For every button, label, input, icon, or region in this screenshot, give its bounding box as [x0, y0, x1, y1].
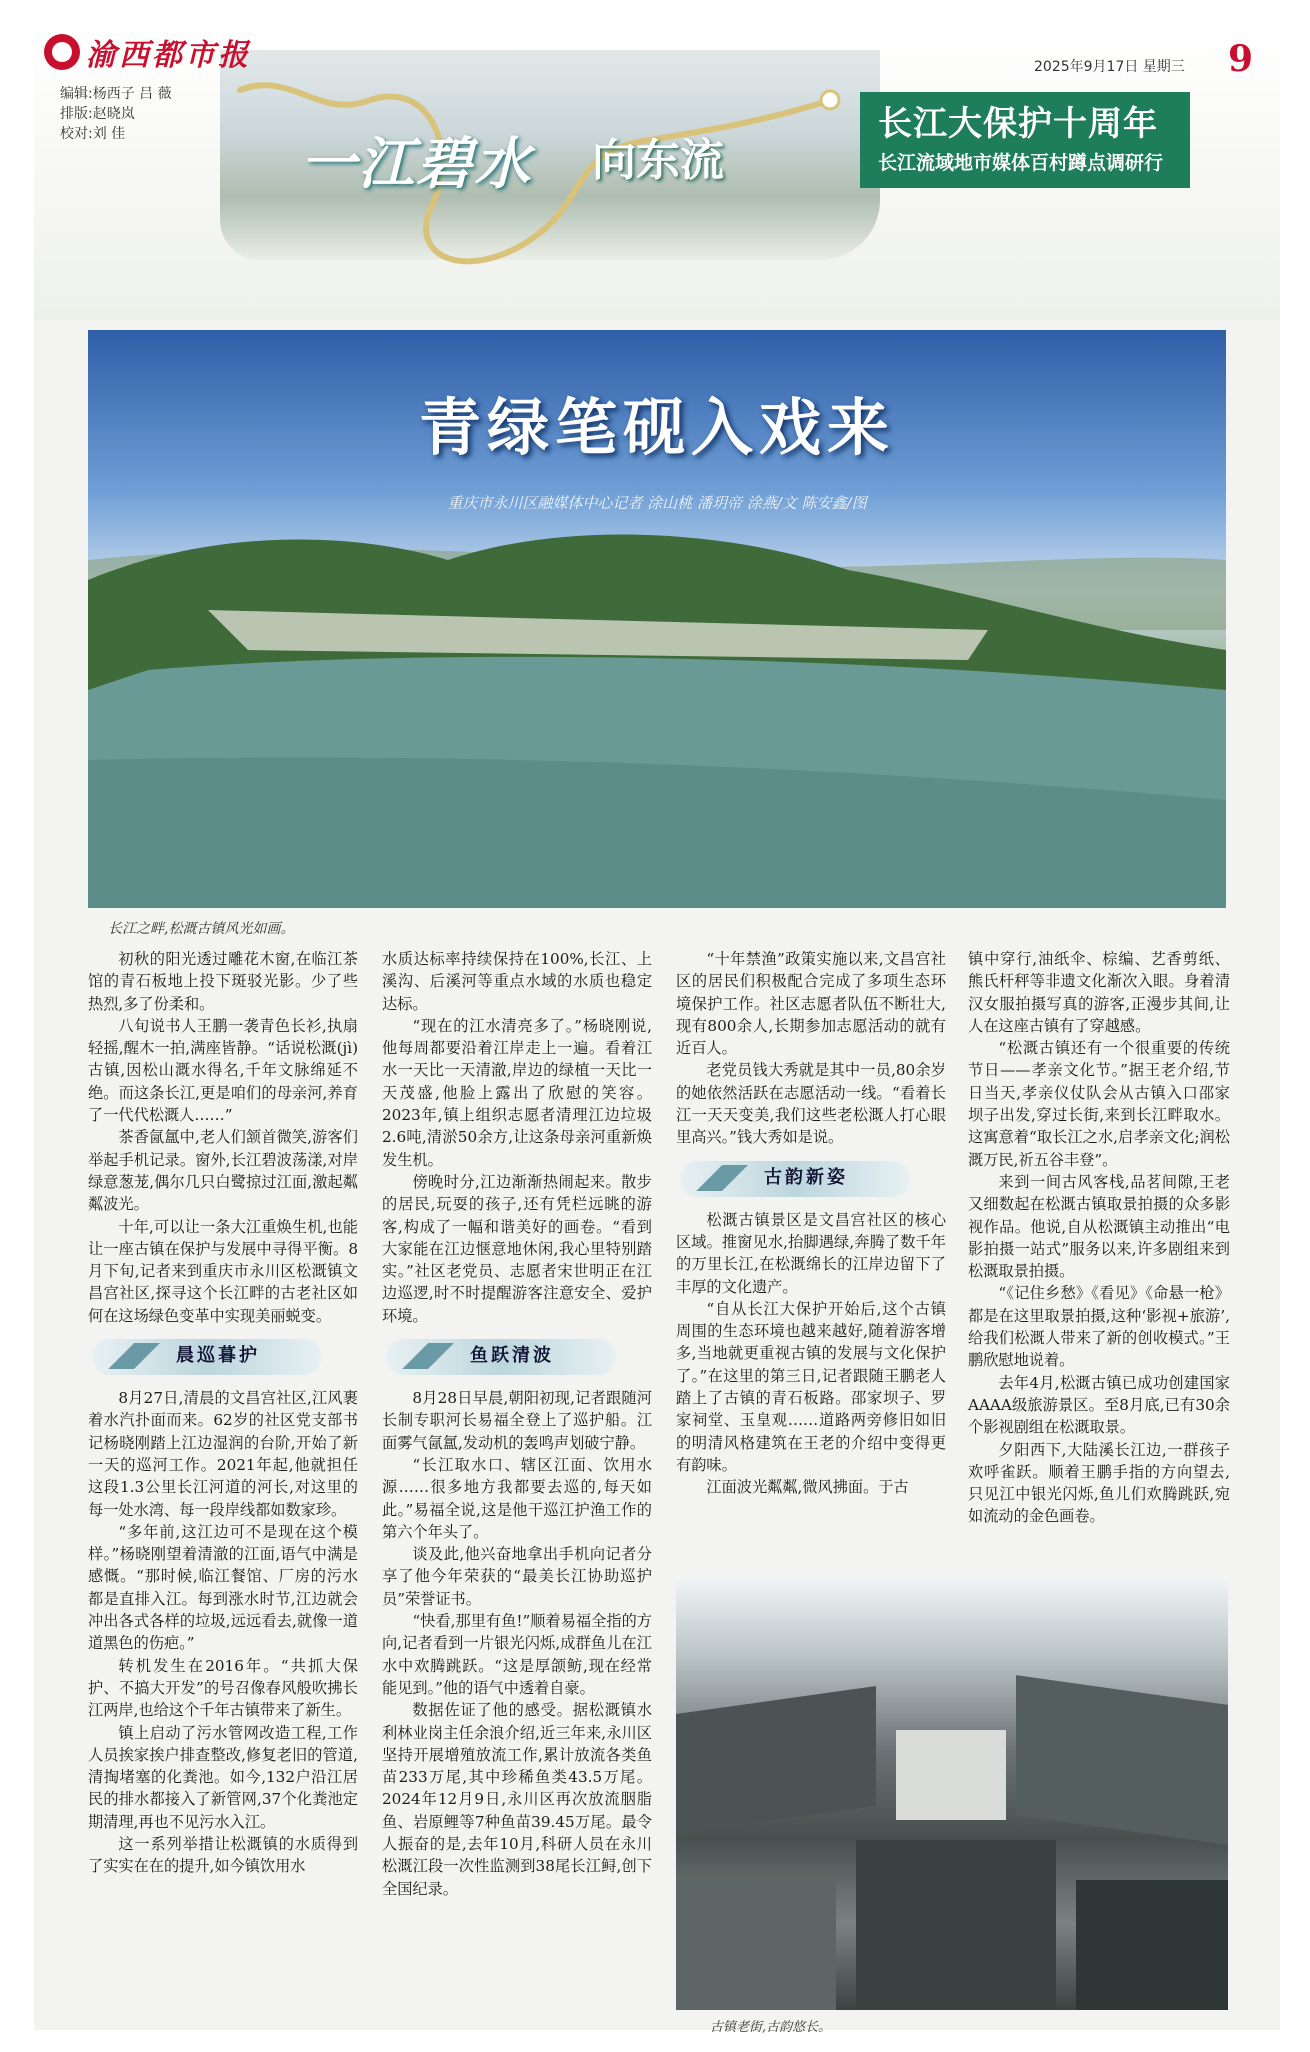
paragraph: 夕阳西下,大陆溪长江边,一群孩子欢呼雀跃。顺着王鹏手指的方向望去,只见江中银光闪烁,鱼儿们欢腾跳跃,宛如流动的金色画卷。 — [968, 1440, 1230, 1526]
mountain-section-icon — [108, 1343, 168, 1369]
roof-shape — [1016, 1675, 1228, 1845]
credit-layout: 排版:赵晓岚 — [60, 106, 135, 122]
paragraph: “十年禁渔”政策实施以来,文昌宫社区的居民们积极配合完成了多项生态环境保护工作。社区志愿者队伍不断壮大,现有800余人,长期参加志愿活动的就有近百人。 — [676, 950, 946, 1058]
paragraph: 8月28日早晨,朝阳初现,记者跟随河长制专职河长易福全登上了巡护船。江面雾气氤氲,发动机的轰鸣声划破宁静。 — [382, 1389, 652, 1452]
paragraph: 茶香氤氲中,老人们颔首微笑,游客们举起手机记录。窗外,长江碧波荡漾,对岸绿意葱茏,偶尔几只白鹭掠过江面,激起粼粼波光。 — [88, 1128, 358, 1214]
paragraph: 数据佐证了他的感受。据松溉镇水利林业岗主任余浪介绍,近三年来,永川区坚持开展增殖放流工作,累计放流各类鱼苗233万尾,其中珍稀鱼类43.5万尾。2024年12月9日,永川区再次放流胭脂鱼、岩原鲤等7种鱼苗39.45万尾。最令人振奋的是,去年10月,科研人员在永川松溉江段一次性监测到38尾长江鲟,创下全国纪录。 — [382, 1701, 652, 1898]
paragraph: “快看,那里有鱼!”顺着易福全指的方向,记者看到一片银光闪烁,成群鱼儿在江水中欢腾跳跃。“这是厚颌鲂,现在经常能见到。”他的语气中透着自豪。 — [382, 1612, 652, 1697]
headline: 青绿笔砚入戏来 — [418, 391, 895, 464]
paragraph: “松溉古镇还有一个很重要的传统节日——孝亲文化节。”据王老介绍,节日当天,孝亲仪仗队会从古镇入口邵家坝子出发,穿过长街,来到长江畔取水。这寓意着“取长江之水,启孝亲文化;润松溉万民,祈五谷丰登”。 — [968, 1039, 1230, 1169]
paragraph: 转机发生在2016年。“共抓大保护、不搞大开发”的号召像春风般吹拂长江两岸,也给这个千年古镇带来了新生。 — [88, 1656, 358, 1720]
column-1 — [88, 948, 358, 1878]
section-label: 晨巡暮护 — [176, 1345, 260, 1367]
issue-date: 2025年9月17日 星期三 — [1034, 59, 1185, 75]
paragraph: 老党员钱大秀就是其中一员,80余岁的她依然活跃在志愿活动一线。“看着长江一天天变美,我们这些老松溉人打心眼里高兴。”钱大秀如是说。 — [676, 1061, 946, 1147]
street-lane — [896, 1730, 1006, 1820]
roof-shape — [1076, 1880, 1228, 2010]
roof-shape — [856, 1840, 1056, 2010]
paragraph: “自从长江大保护开始后,这个古镇周围的生态环境也越来越好,随着游客增多,当地就更重视古镇的发展与文化保护了。”在这里的第三日,记者跟随王鹏老人踏上了古镇的青石板路。邵家坝子、罗家祠堂、玉皇观……道路两旁修旧如旧的明清风格建筑在王老的介绍中变得更有韵味。 — [676, 1299, 946, 1474]
editor-credits — [60, 84, 172, 144]
paragraph: 谈及此,他兴奋地拿出手机向记者分享了他今年荣获的“最美长江协助巡护员”荣誉证书。 — [382, 1545, 652, 1608]
column-2 — [382, 948, 652, 1900]
paragraph: 水质达标率持续保持在100%,长江、上溪沟、后溪河等重点水域的水质也稳定达标。 — [382, 950, 652, 1013]
paragraph: 八旬说书人王鹏一袭青色长衫,执扇轻摇,醒木一拍,满座皆静。“话说松溉(jì)古镇,因松山溉水得名,千年文脉绵延不绝。而这条长江,更是咱们的母亲河,养育了一代代松溉人……” — [88, 1016, 358, 1125]
masthead-logo — [44, 30, 251, 74]
series-badge — [860, 92, 1190, 188]
paragraph: 江面波光粼粼,微风拂面。于古 — [706, 1478, 909, 1497]
paragraph: 傍晚时分,江边渐渐热闹起来。散步的居民,玩耍的孩子,还有凭栏远眺的游客,构成了一幅和谐美好的画卷。“看到大家能在江边惬意地休闲,我心里特别踏实。”社区老党员、志愿者宋世明正在江边巡逻,时不时提醒游客注意安全、爱护环境。 — [382, 1172, 652, 1325]
credit-editor: 编辑:杨西子 吕 薇 — [60, 86, 172, 102]
hero-caption: 长江之畔,松溉古镇风光如画。 — [108, 921, 295, 937]
roof-shape — [676, 1686, 876, 1834]
paragraph: 8月27日,清晨的文昌宫社区,江风裹着水汽扑面而来。62岁的社区党支部书记杨晓刚踏上江边湿润的台阶,开始了新一天的巡河工作。2021年起,他就担任这段1.3公里长江河道的河长,对这里的每一处水湾、每一段岸线都如数家珍。 — [88, 1389, 358, 1519]
paragraph: “《记住乡愁》《看见》《命悬一枪》都是在这里取景拍摄,这种‘影视+旅游’,给我们松溉人带来了新的创收模式。”王鹏欣慰地说着。 — [968, 1284, 1230, 1370]
paragraph: 初秋的阳光透过雕花木窗,在临江茶馆的青石板地上投下斑驳光影。少了些热烈,多了份柔和。 — [88, 950, 358, 1013]
mountain-section-icon — [402, 1343, 462, 1369]
roof-shape — [676, 1880, 836, 2010]
paragraph: 镇上启动了污水管网改造工程,工作人员挨家挨户排查整改,修复老旧的管道,清掏堵塞的化粪池。如今,132户沿江居民的排水都接入了新管网,37个化粪池定期清理,再也不见污水入江。 — [88, 1723, 358, 1831]
paragraph: 镇中穿行,油纸伞、棕编、艺香剪纸、熊氏杆秤等非遗文化渐次入眼。身着清汉女服拍摄写真的游客,正漫步其间,让人在这座古镇有了穿越感。 — [968, 950, 1230, 1035]
page-number: 9 — [1228, 38, 1254, 80]
section-heading-1 — [88, 1335, 358, 1379]
banner-title-right: 向东流 — [592, 135, 724, 186]
hero-photo — [88, 330, 1226, 908]
byline: 重庆市永川区融媒体中心记者 涂山桃 潘玥帝 涂燕/文 陈安鑫/图 — [447, 494, 867, 512]
section-heading-3 — [676, 1157, 946, 1201]
paragraph: “多年前,这江边可不是现在这个模样。”杨晓刚望着清澈的江面,语气中满是感慨。“那时候,临江餐馆、厂房的污水都是直排入江。每到涨水时节,江边就会冲出各式各样的垃圾,远远看去,就像一道道黑色的伤疤。” — [88, 1522, 358, 1653]
mountain-section-icon — [696, 1165, 756, 1191]
old-street-photo — [676, 1580, 1228, 2010]
photo2-caption: 古镇老街,古韵悠长。 — [710, 2020, 832, 2035]
column-4 — [968, 948, 1230, 1528]
paragraph: “长江取水口、辖区江面、饮用水源……很多地方我都要去巡的,每天如此。”易福全说,这是他干巡江护渔工作的第六个年头了。 — [382, 1455, 652, 1541]
paragraph: 来到一间古风客栈,品茗间隙,王老又细数起在松溉古镇取景拍摄的众多影视作品。他说,自从松溉镇主动推出“电影拍摄一站式”服务以来,许多剧组来到松溉取景拍摄。 — [968, 1172, 1230, 1281]
section-heading-2 — [382, 1335, 652, 1379]
banner-title-left: 一江碧水 — [300, 131, 532, 197]
badge-main: 长江大保护十周年 — [878, 104, 1158, 144]
paper-name: 渝西都市报 — [86, 38, 251, 73]
section-label: 鱼跃清波 — [470, 1345, 554, 1367]
badge-sub: 长江流域地市媒体百村蹲点调研行 — [878, 152, 1164, 174]
logo-mark-icon — [44, 34, 80, 70]
paragraph: “现在的江水清亮多了。”杨晓刚说,他每周都要沿着江岸走上一遍。看着江水一天比一天清澈,岸边的绿植一天比一天茂盛,他脸上露出了欣慰的笑容。2023年,镇上组织志愿者清理江边垃圾2.6吨,清淤50余方,让这条母亲河重新焕发生机。 — [382, 1016, 652, 1169]
credit-proof: 校对:刘 佳 — [60, 126, 126, 142]
column-3 — [676, 948, 946, 1499]
paragraph: 去年4月,松溉古镇已成功创建国家AAAA级旅游景区。至8月底,已有30余个影视剧组在松溉取景。 — [968, 1373, 1230, 1437]
paragraph: 松溉古镇景区是文昌宫社区的核心区域。推窗见水,抬脚遇绿,奔腾了数千年的万里长江,在松溉绵长的江岸边留下了丰厚的文化遗产。 — [676, 1210, 946, 1296]
section-label: 古韵新姿 — [764, 1166, 848, 1188]
paragraph: 十年,可以让一条大江重焕生机,也能让一座古镇在保护与发展中寻得平衡。8月下旬,记者来到重庆市永川区松溉镇文昌宫社区,探寻这个长江畔的古老社区如何在这场绿色变革中实现美丽蜕变。 — [88, 1217, 358, 1325]
paragraph: 这一系列举措让松溉镇的水质得到了实实在在的提升,如今镇饮用水 — [88, 1834, 358, 1876]
